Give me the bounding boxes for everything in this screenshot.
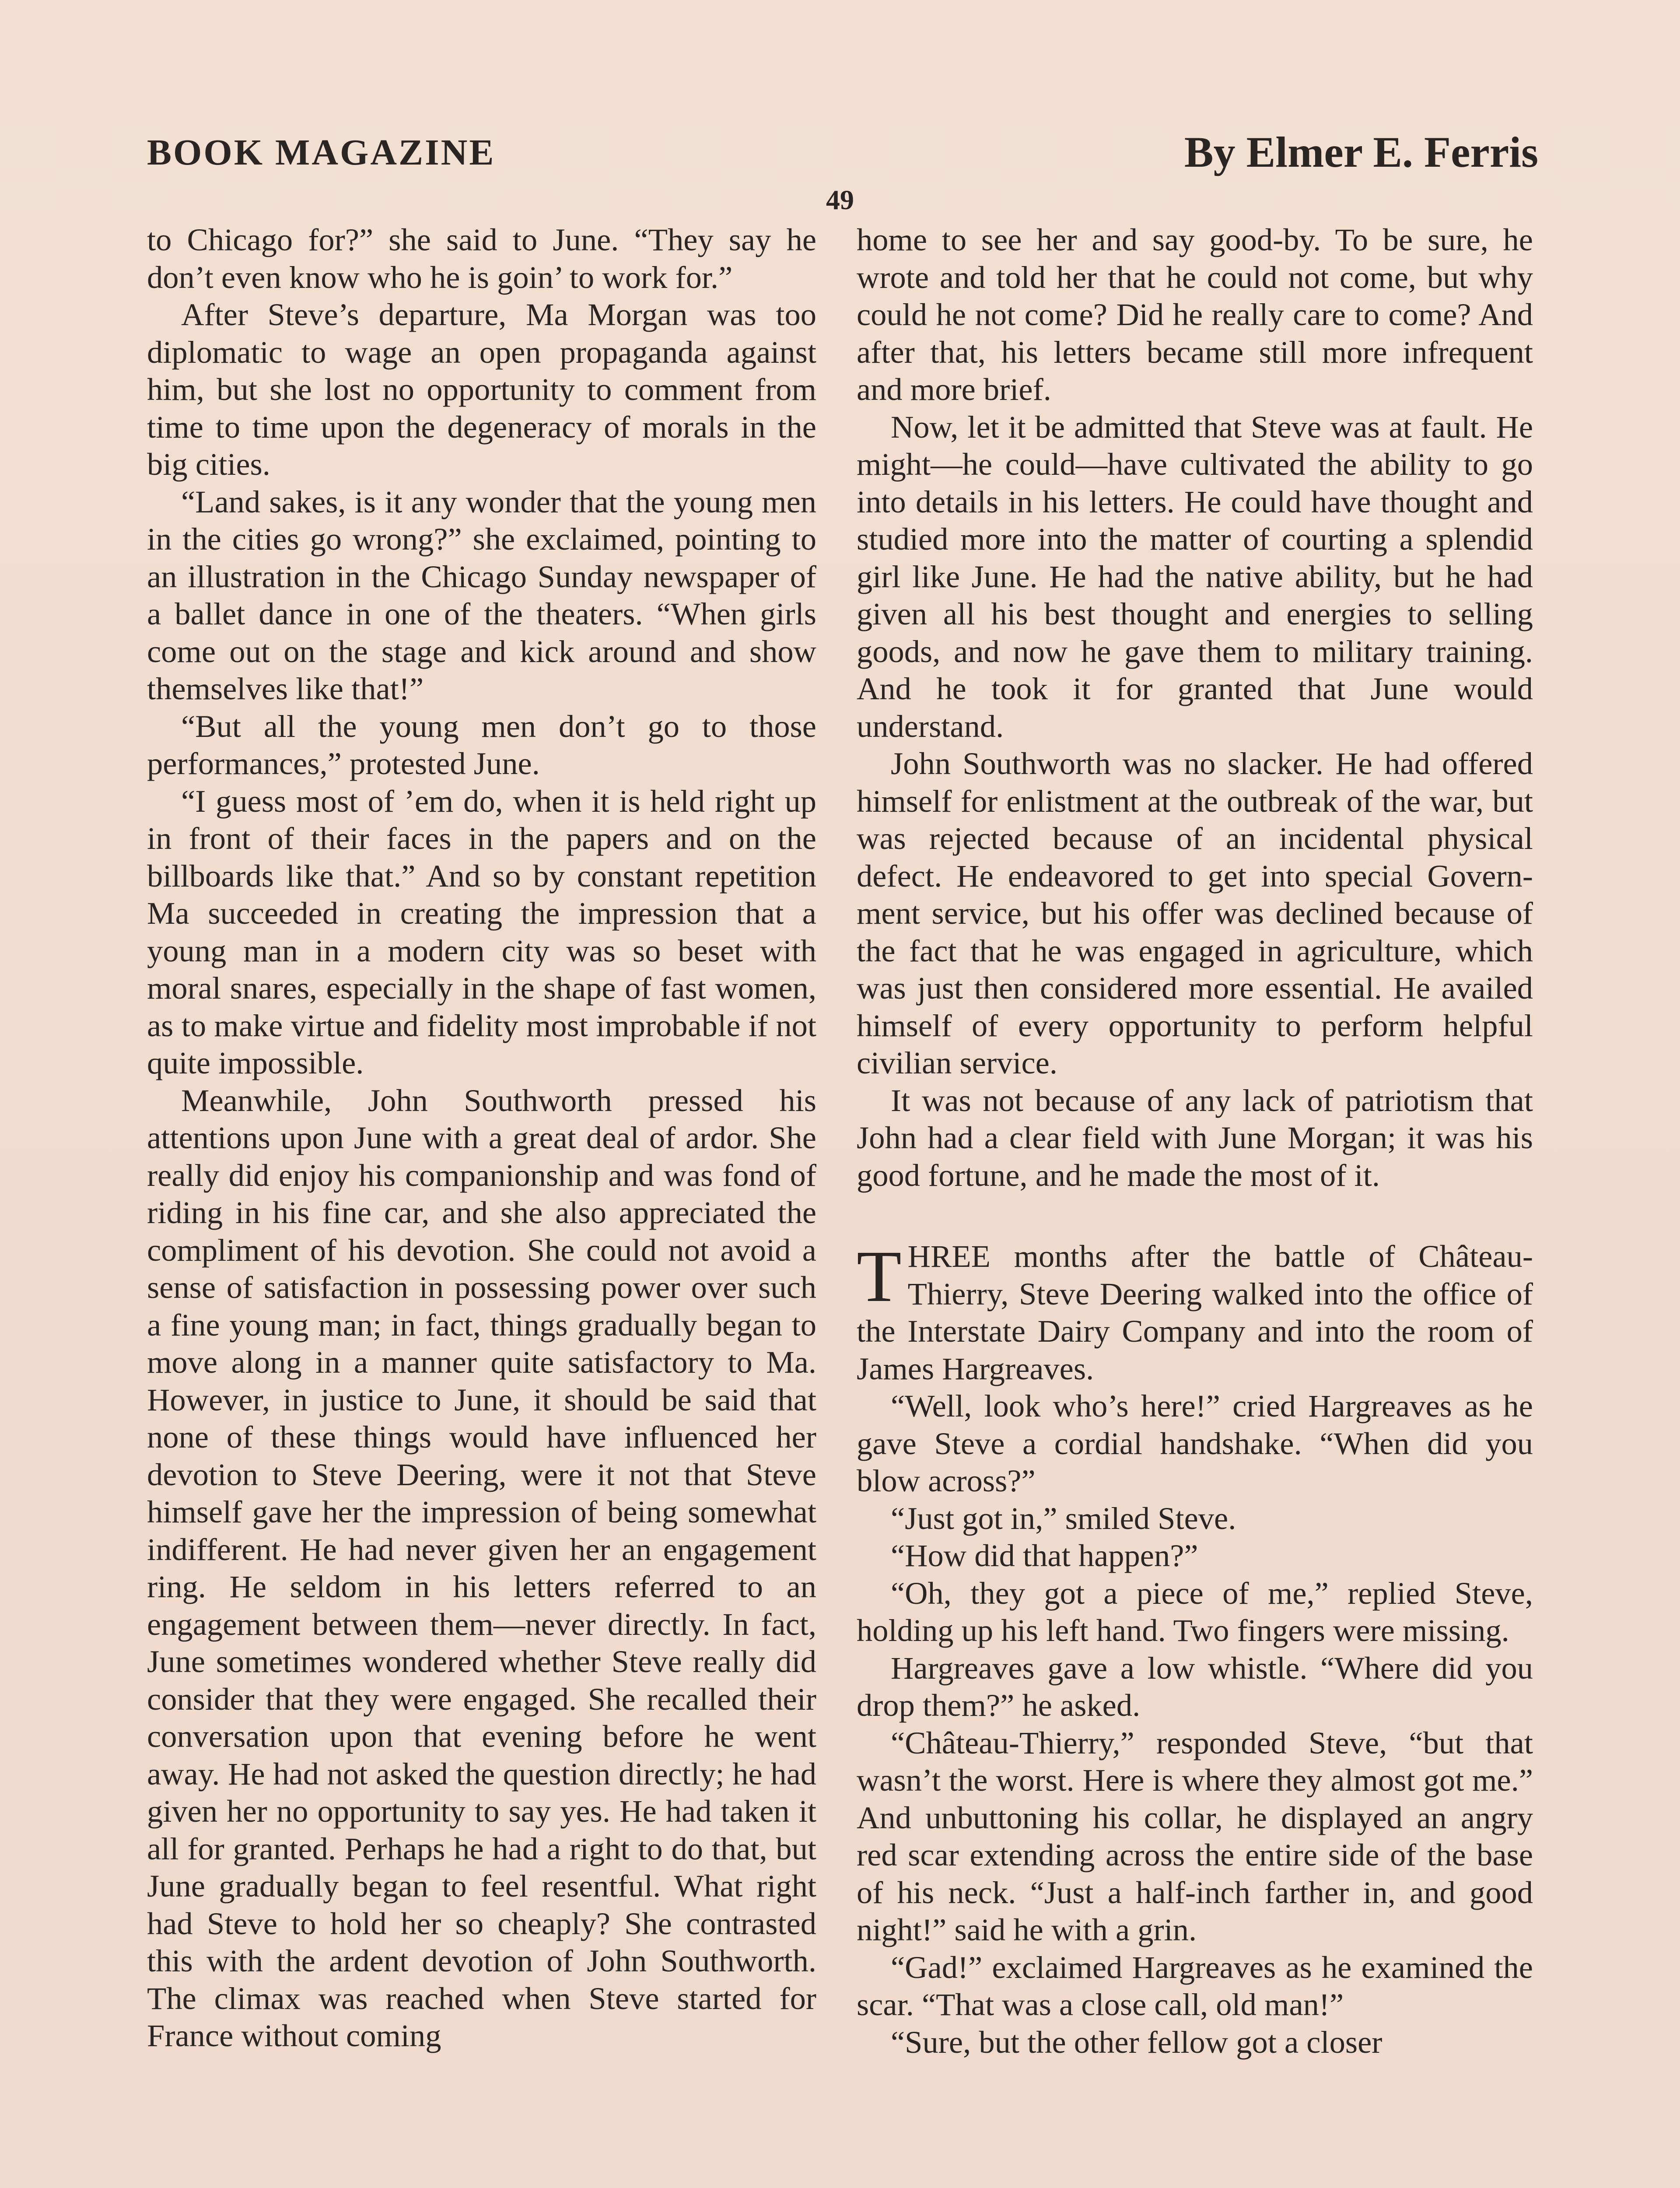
- paragraph: John Southworth was no slacker. He had offered himself for enlistment at the outbreak of the war, but was rejected because of an incidental physical defect. He endeavored to get into special Government service, but his offer was declined because of the fact that he was engaged in agriculture, which was just then considered more essential. He availed himself of every opportunity to perform helpful civilian service.: [857, 746, 1533, 1080]
- paragraph: “But all the young men don’t go to those performances,” protested June.: [147, 708, 816, 781]
- paragraph: to Chicago for?” she said to June. “They say he don’t even know who he is goin’ to work for.”: [147, 222, 816, 295]
- paragraph: “Château-Thierry,” responded Steve, “but that wasn’t the worst. Here is where they almost got me.” And unbuttoning his collar, he displayed an angry red scar extending across the entire side of the base of his neck. “Just a half-inch farther in, and good night!” said he with a grin.: [857, 1725, 1533, 1947]
- paragraph: Now, let it be admitted that Steve was at fault. He might—he could—have cultivated the ability to go into details in his letters. He could have thought and studied more into the matter of courting a splendid girl like June. He had the native ability, but he had given all his best thought and energies to selling goods, and now he gave them to military training. And he took it for granted that June would understand.: [857, 409, 1533, 744]
- author-byline: By Elmer E. Ferris: [1184, 128, 1538, 176]
- page-number: 49: [826, 184, 854, 215]
- paragraph: “Well, look who’s here!” cried Hargreaves as he gave Steve a cordial handshake. “When did you blow across?”: [857, 1388, 1533, 1498]
- paragraph: “Sure, but the other fellow got a closer: [891, 2024, 1382, 2060]
- section-opening-text: HREE months after the battle of Château-Thierry, Steve Deering walked into the office of the Interstate Dairy Company and into the room of James Hargreaves.: [857, 1238, 1533, 1386]
- paragraph: “I guess most of ’em do, when it is held right up in front of their faces in the papers and on the billboards like that.” And so by constant repetition Ma succeeded in creating the impression that a young man in a modern city was so beset with moral snares, especially in the shape of fast women, as to make virtue and fidelity most improbable if not quite impossible.: [147, 783, 816, 1080]
- right-column: [857, 221, 1533, 2061]
- drop-cap: T: [857, 1236, 902, 1317]
- paragraph: After Steve’s departure, Ma Morgan was too diplomatic to wage an open propaganda against him, but she lost no opportunity to comment from time to time upon the degeneracy of morals in the big cities.: [147, 297, 816, 482]
- magazine-title: BOOK MAGAZINE: [147, 132, 496, 173]
- paragraph: “Just got in,” smiled Steve.: [891, 1500, 1236, 1536]
- paragraph: “Oh, they got a piece of me,” replied Steve, holding up his left hand. Two fingers were missing.: [857, 1575, 1533, 1648]
- paragraph: Hargreaves gave a low whistle. “Where did you drop them?” he asked.: [857, 1650, 1533, 1723]
- paragraph: Meanwhile, John Southworth pressed his attentions upon June with a great deal of ardor. She really did enjoy his companionship and was fond of riding in his fine car, and she also appreciated the compliment of his devotion. She could not avoid a sense of satisfaction in possessing power over such a fine young man; in fact, things gradually began to move along in a manner quite satisfactory to Ma. However, in justice to June, it should be said that none of these things would have influenced her devotion to Steve Deering, were it not that Steve himself gave her the impression of being somewhat indifferent. He had never given her an engagement ring. He seldom in his letters referred to an engagement between them—never directly. In fact, June sometimes wondered whether Steve really did consider that they were engaged. She recalled their conversation upon that evening before he went away. He had not asked the question directly; he had given her no opportunity to say yes. He had taken it all for granted. Perhaps he had a right to do that, but June gradually began to feel resentful. What right had Steve to hold her so cheaply? She contrasted this with the ardent devotion of John Southworth. The climax was reached when Steve started for France without coming: [147, 1082, 816, 2053]
- paragraph: home to see her and say good-by. To be sure, he wrote and told her that he could not come, but why could he not come? Did he really care to come? And after that, his letters became still more infrequent and more brief.: [857, 222, 1533, 407]
- section-opening-paragraph: [857, 1238, 1533, 1387]
- paragraph: “How did that happen?”: [891, 1538, 1198, 1573]
- paragraph: It was not because of any lack of patriotism that John had a clear field with June Morgan; it was his good fortune, and he made the most of it.: [857, 1082, 1533, 1193]
- paragraph: “Gad!” exclaimed Hargreaves as he examined the scar. “That was a close call, old man!”: [857, 1949, 1533, 2022]
- running-head: [147, 127, 1538, 188]
- paragraph: “Land sakes, is it any wonder that the young men in the cities go wrong?” she exclaimed, pointing to an illustration in the Chicago Sunday newspaper of a ballet dance in one of the theaters. “When girls come out on the stage and kick around and show themselves like that!”: [147, 484, 816, 706]
- left-column: [147, 221, 816, 2055]
